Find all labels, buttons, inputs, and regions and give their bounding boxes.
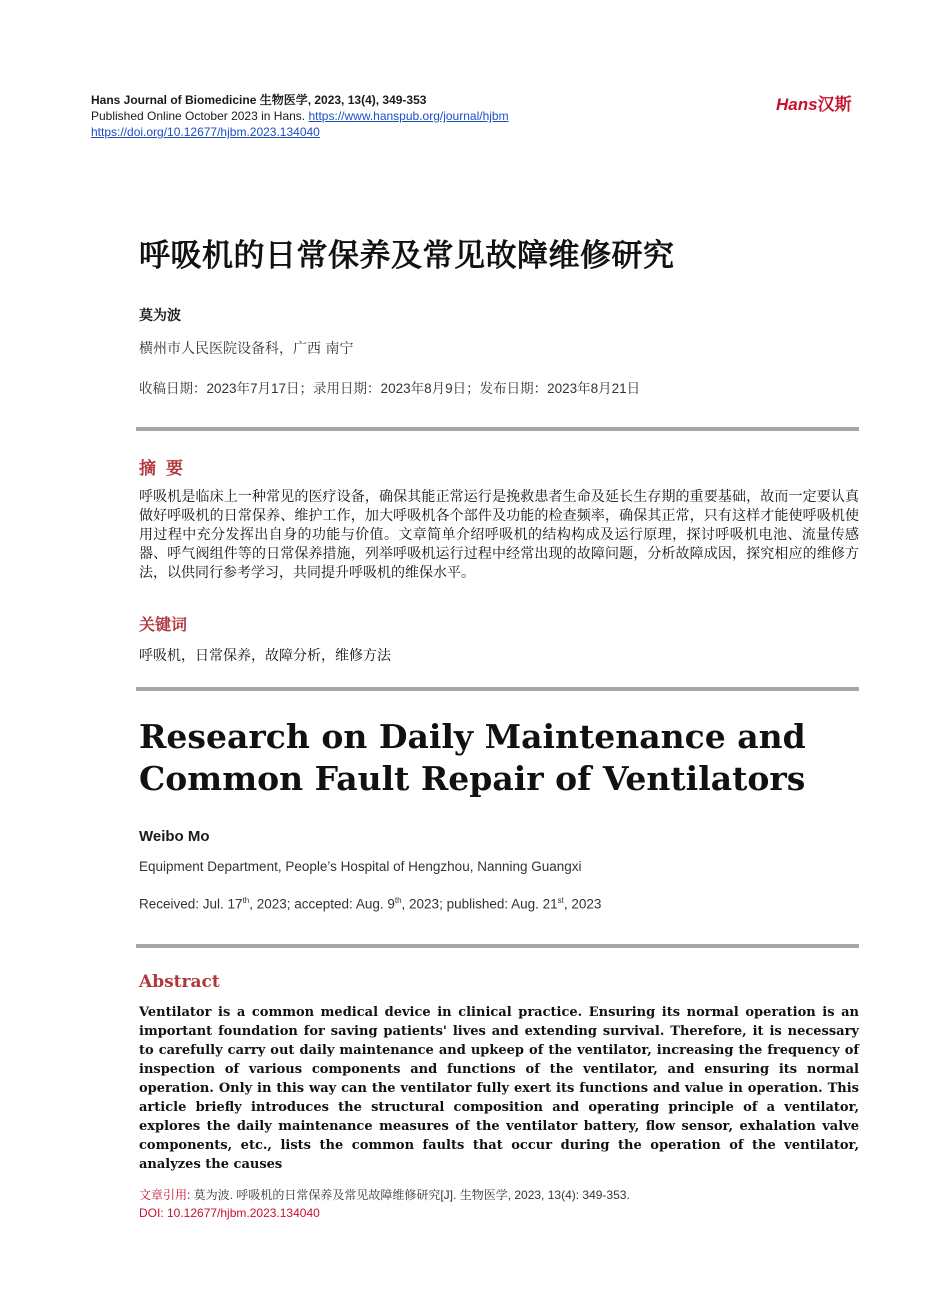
logo-latin: Hans [776, 95, 818, 114]
hans-logo [776, 90, 852, 115]
divider [136, 687, 859, 691]
citation-text: : 莫为波. 呼吸机的日常保养及常见故障维修研究[J]. 生物医学, 2023, 13(4): 349-353. [187, 1188, 630, 1202]
citation-line [139, 1186, 630, 1203]
cn-author: 莫为波 [139, 308, 181, 324]
en-dates [139, 896, 601, 912]
received-date: Received: Jul. 17 [139, 896, 243, 912]
received-sup: th [242, 896, 250, 905]
accepted-date: , 2023; accepted: Aug. 9 [249, 896, 395, 912]
journal-link[interactable]: https://www.hanspub.org/journal/hjbm [308, 109, 509, 123]
footer-doi[interactable]: DOI: 10.12677/hjbm.2023.134040 [139, 1206, 320, 1220]
journal-header [91, 92, 509, 140]
logo-cn: 汉斯 [817, 95, 852, 114]
cn-abstract-text: 呼吸机是临床上一种常见的医疗设备，确保其能正常运行是挽救患者生命及延长生存期的重要基础，故而一定要认真做好呼吸机的日常保养、维护工作，加大呼吸机各个部件及功能的检查频率，确保其正常，只有这样才能使呼吸机使用过程中充分发挥出自身的功能与价值。文章简单介绍呼吸机的结构构成及运行原理，探讨呼吸机电池、流量传感器、呼气阀组件等的日常保养措施，列举呼吸机运行过程中经常出现的故障问题，分析故障成因，探究相应的维修方法，以供同行参考学习，共同提升呼吸机的维保水平。 [139, 488, 859, 580]
year-suffix: , 2023 [563, 896, 602, 912]
en-abstract-text: Ventilator is a common medical device in clinical practice. Ensuring its normal operation is an important foundation for saving patients' lives and extending survival. Therefore, it is necessary to carefully carry out daily maintenance and upkeep of the ventilator, increasing the frequency of inspection of various components and functions of the ventilator, and ensuring its normal operation. Only in this way can the ventilator fully exert its functions and value in operation. This article briefly introduces the structural composition and operating principle of a ventilator, explores the daily maintenance measures of the ventilator battery, flow sensor, exhalation valve components, etc., lists the common faults that occur during the operation of the ventilator, analyzes the causes [139, 1005, 859, 1172]
cn-title: 呼吸机的日常保养及常见故障维修研究 [139, 238, 675, 273]
citation-label: 文章引用 [139, 1188, 188, 1202]
en-author: Weibo Mo [139, 828, 210, 845]
published-date: , 2023; published: Aug. 21 [401, 896, 558, 912]
journal-name: Hans Journal of Biomedicine 生物医学, 2023, 13(4), 349-353 [91, 93, 427, 107]
cn-keywords: 呼吸机，日常保养，故障分析，维修方法 [139, 647, 391, 663]
divider [136, 427, 859, 431]
published-prefix: Published Online October 2023 in Hans. [91, 109, 309, 123]
published-sup: st [557, 896, 564, 905]
en-title-line-1: Research on Daily Maintenance and [139, 717, 806, 756]
en-abstract-heading: Abstract [139, 972, 220, 992]
doi-line-header [91, 124, 509, 140]
cn-dates: 收稿日期：2023年7月17日；录用日期：2023年8月9日；发布日期：2023年8月21日 [139, 381, 641, 396]
en-affiliation: Equipment Department, People’s Hospital of Hengzhou, Nanning Guangxi [139, 859, 582, 874]
accepted-sup: th [394, 896, 402, 905]
cn-affiliation: 横州市人民医院设备科，广西 南宁 [139, 341, 354, 357]
divider [136, 944, 859, 948]
doi-link[interactable]: https://doi.org/10.12677/hjbm.2023.134040 [91, 125, 320, 139]
cn-keywords-heading: 关键词 [139, 617, 188, 634]
cn-abstract-heading: 摘要 [139, 459, 193, 478]
en-title-line-2: Common Fault Repair of Ventilators [139, 759, 806, 798]
published-line [91, 108, 509, 124]
en-title [139, 716, 806, 800]
